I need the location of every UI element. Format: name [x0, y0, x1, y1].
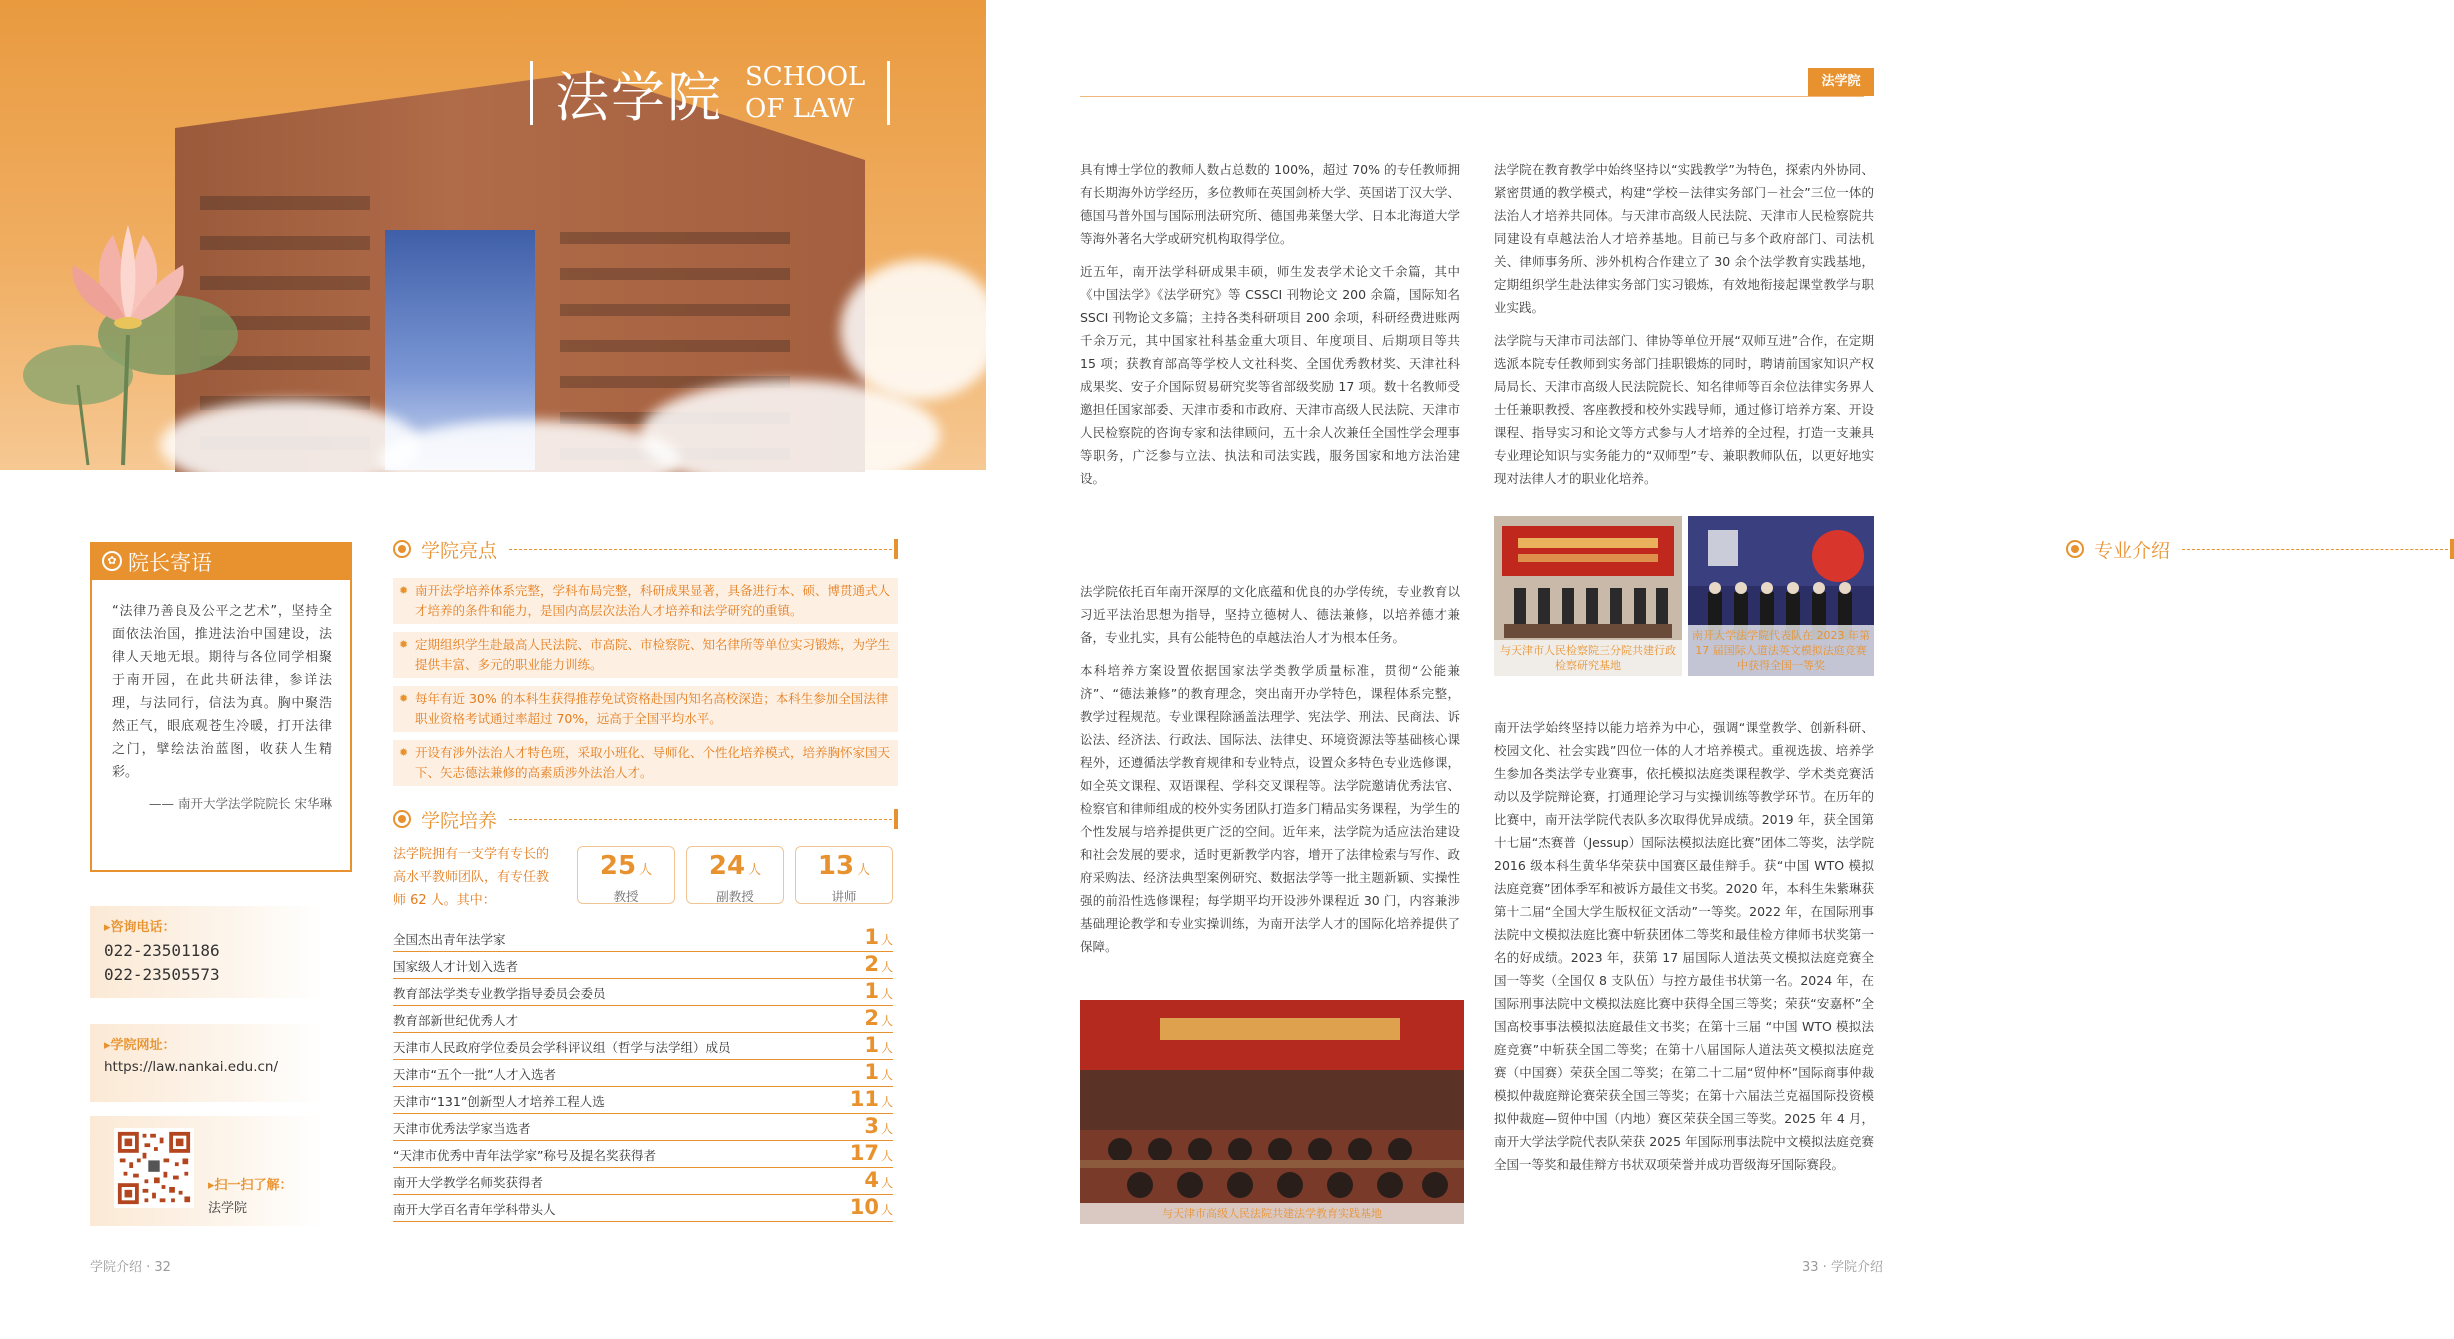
hero-title: [530, 58, 890, 128]
website-link[interactable]: https://law.nankai.edu.cn/: [104, 1059, 279, 1075]
left-page: [0, 0, 986, 1339]
school-name-en-line1: SCHOOL: [745, 62, 866, 92]
photo-image: [1080, 1000, 1464, 1224]
faculty-card-lecturer: [795, 846, 893, 904]
qr-code[interactable]: [114, 1128, 194, 1208]
honor-row: 天津市优秀法学家当选者 3 人: [393, 1114, 893, 1141]
faculty-card-associate: [686, 846, 784, 904]
text-column-1-bottom: [1080, 580, 1460, 968]
highlights-heading: [393, 536, 898, 562]
flower-icon: [393, 540, 411, 558]
honor-row: 天津市“131”创新型人才培养工程人选 11 人: [393, 1087, 893, 1114]
dean-message-box: [90, 542, 352, 872]
header-rule: [1080, 96, 1864, 97]
title-divider: [887, 61, 890, 125]
paragraph: 法学院在教育教学中始终坚持以“实践教学”为特色，探索内外协同、紧密贯通的教学模式，构建“学校－法律实务部门－社会”三位一体的法治人才培养共同体。与天津市高级人民法院、天津市人民检察院共同建设有卓越法治人才培养基地。目前已与多个政府部门、司法机关、律师事务所、涉外机构合作建立了 30 余个法学教育实践基地，定期组织学生赴法律实务部门实习锻炼，有效地衔接起课堂教学与职业实践。: [1494, 162, 1874, 315]
qr-arrow: [208, 1124, 293, 1216]
cloud: [380, 420, 680, 500]
flower-icon: [393, 810, 411, 828]
honor-row: 南开大学百名青年学科带头人 10 人: [393, 1195, 893, 1222]
faculty-rank: 副教授: [716, 889, 754, 904]
photo-procuratorate-base: [1494, 516, 1682, 676]
section-rule: [509, 549, 892, 550]
dean-message-body: [90, 580, 352, 872]
school-name-cn: 法学院: [555, 65, 723, 129]
major-heading: [2066, 536, 2454, 562]
cloud: [840, 260, 1000, 400]
title-divider: [530, 61, 533, 125]
honor-row: 国家级人才计划入选者 2 人: [393, 952, 893, 979]
faculty-rank: 教授: [613, 889, 639, 904]
paragraph: 南开法学始终坚持以能力培养为中心，强调“课堂教学、创新科研、校园文化、社会实践”四位一体的人才培养模式。重视选拔、培养学生参加各类法学专业赛事，依托模拟法庭类课程教学、学术类竞赛活动以及学院辩论赛，打通理论学习与实操训练等教学环节。在历年的比赛中，南开法学院代表队多次取得优异成绩。2019 年，获全国第十七届“杰赛普（Jessup）国际法模拟法庭比赛”团体二等奖，法学院 2016 级本科生黄华华荣获中国赛区最佳辩手。获“中国 WTO 模拟法庭竞赛”团体季军和被诉方最佳文书奖。2020 年，本科生朱紫琳获第十二届“全国大学生版权征文活动”一等奖。2022 年，在国际刑事法院中文模拟法庭比赛中斩获团体二等奖和最佳检方律师书状奖第一名的好成绩。2023 年，获第 17 届国际人道法英文模拟法庭竞赛全国一等奖（全国仅 8 支队伍）与控方最佳书状第一名。2024 年，在国际刑事法院中文模拟法庭比赛中获得全国三等奖；荣获“安嘉杯”全国高校事事法模拟法庭最佳文书奖；在第十三届 “中国 WTO 模拟法庭竞赛”中斩获全国二等奖；在第十八届国际人道法英文模拟法庭竞赛（中国赛）荣获全国二等奖；在第二十二届“贸仲杯”国际商事仲裁模拟仲裁庭辩论赛荣获全国三等奖；在第十六届法兰克福国际投资模拟仲裁庭—贸仲中国（内地）赛区荣获全国三等奖。2025 年 4 月，南开大学法学院代表队荣获 2025 年国际刑事法院中文模拟法庭竞赛全国一等奖和最佳辩方书状双项荣誉并成功晋级海牙国际赛段。: [1494, 720, 1874, 1172]
section-rule: [509, 819, 892, 820]
highlight-item: ✹ 每年有近 30% 的本科生获得推荐免试资格赴国内知名高校深造；本科生参加全国法律职业资格考试通过率超过 70%，远高于全国平均水平。: [393, 686, 898, 732]
lotus-illustration: [18, 215, 238, 465]
section-tag: 法学院: [1808, 68, 1874, 96]
school-name-en: [745, 61, 865, 125]
faculty-rank: 讲师: [831, 889, 857, 904]
faculty-count: 13 人: [817, 851, 871, 881]
honor-row: 教育部法学类专业教学指导委员会委员 1 人: [393, 979, 893, 1006]
section-rule-end: [894, 539, 898, 559]
honors-table: [393, 925, 893, 1222]
highlight-item: ✹ 开设有涉外法治人才特色班，采取小班化、导师化、个性化培养模式，培养胸怀家国天下、矢志德法兼修的高素质涉外法治人才。: [393, 740, 898, 786]
qr-target: 法学院: [208, 1201, 248, 1216]
highlight-item: ✹ 南开法学培养体系完整，学科布局完整，科研成果显著，具备进行本、硕、博贯通式人才培养的条件和能力，是国内高层次法治人才培养和法学研究的重镇。: [393, 578, 898, 624]
text-column-1-top: [1080, 158, 1460, 500]
phone-label: ▸ 咨询电话：: [104, 916, 310, 935]
flower-icon: [2066, 540, 2084, 558]
text-column-2-top: [1494, 158, 1874, 500]
section-title: 学院培养: [421, 809, 498, 832]
paragraph: 近五年，南开法学科研成果丰硕，师生发表学术论文千余篇，其中《中国法学》《法学研究》等 CSSCI 刊物论文 200 余篇，国际知名 SSCI 刊物论文多篇；主持各类科研项目 200 余项，科研经费进账两千余万元，其中国家社科基金重大项目、年度项目、后期项目等共 15 项；获教育部高等学校人文社科奖、全国优秀教材奖、天津社科成果奖、安子介国际贸易研究奖等省部级奖励 17 项。数十名教师受邀担任国家部委、天津市委和市政府、天津市高级人民法院、天津市人民检察院的咨询专家和法律顾问，五十余人次兼任全国性学会理事等职务，广泛参与立法、执法和司法实践，服务国家和地方法治建设。: [1080, 264, 1460, 486]
school-name-en-line2: OF LAW: [745, 94, 855, 124]
page-number-right: 33 · 学院介绍: [1802, 1260, 1883, 1275]
phone-number[interactable]: 022-23505573: [104, 965, 220, 984]
right-page: [986, 0, 2171, 1339]
faculty-count: 24 人: [708, 851, 762, 881]
website-label: ▸ 学院网址：: [104, 1034, 310, 1053]
dean-signature: —— 南开大学法学院院长 宋华琳: [149, 796, 332, 811]
honor-row: 天津市人民政府学位委员会学科评议组（哲学与法学组）成员 1 人: [393, 1033, 893, 1060]
faculty-heading: [393, 806, 898, 832]
honor-row: 教育部新世纪优秀人才 2 人: [393, 1006, 893, 1033]
phone-number[interactable]: 022-23501186: [104, 941, 220, 960]
section-rule-end: [894, 809, 898, 829]
honor-row: 天津市“五个一批”人才入选者 1 人: [393, 1060, 893, 1087]
photo-court-practice-base: [1080, 1000, 1464, 1224]
photo-moot-court-award: [1688, 516, 1874, 676]
section-rule-end: [2450, 539, 2454, 559]
dean-message-title: 院长寄语: [128, 551, 212, 575]
paragraph: 具有博士学位的教师人数占总数的 100%，超过 70% 的专任教师拥有长期海外访学经历，多位教师在英国剑桥大学、英国诺丁汉大学、德国马普外国与国际刑法研究所、德国弗莱堡大学、日本北海道大学等海外著名大学或研究机构取得学位。: [1080, 162, 1460, 246]
honor-row: 全国杰出青年法学家 1 人: [393, 925, 893, 952]
faculty-card-professor: [577, 846, 675, 904]
page-number-left: 学院介绍 · 32: [90, 1260, 171, 1275]
faculty-intro: 法学院拥有一支学有专长的高水平教师团队，有专任教师 62 人。其中：: [393, 847, 550, 908]
honor-row: “天津市优秀中青年法学家”称号及提名奖获得者 17 人: [393, 1141, 893, 1168]
paragraph: 法学院依托百年南开深厚的文化底蕴和优良的办学传统，专业教育以习近平法治思想为指导，坚持立德树人、德法兼修，以培养德才兼备，专业扎实，具有公能特色的卓越法治人才为根本任务。: [1080, 584, 1460, 645]
dean-message-header: [90, 542, 352, 580]
section-rule: [2182, 549, 2448, 550]
text-column-2-bottom: [1494, 716, 1874, 1186]
dean-message-text: “法律乃善良及公平之艺术”，坚持全面依法治国，推进法治中国建设，法律人天地无垠。期待与各位同学相聚于南开园，在此共研法律，参详法理，与法同行，信法为真。胸中聚浩然正气，眼底观苍生冷暖，打开法律之门，擘绘法治蓝图，收获人生精彩。: [112, 604, 332, 780]
photo-caption: 南开大学法学院代表队在 2023 年第 17 届国际人道法英文模拟法庭竞赛中获得全国一等奖: [1688, 625, 1874, 676]
contact-phone-box: [90, 906, 324, 998]
highlight-item: ✹ 定期组织学生赴最高人民法院、市高院、市检察院、知名律所等单位实习锻炼，为学生提供丰富、多元的职业能力训练。: [393, 632, 898, 678]
section-title: 学院亮点: [421, 539, 498, 562]
highlights-list: [393, 578, 898, 794]
section-title: 专业介绍: [2094, 539, 2171, 562]
qr-label: ▸ 扫一扫了解：: [208, 1174, 293, 1193]
hero-banner: [0, 0, 986, 470]
paragraph: 本科培养方案设置依据国家法学类教学质量标准，贯彻“公能兼济”、“德法兼修”的教育理念，突出南开办学特色，课程体系完整，教学过程规范。专业课程除涵盖法理学、宪法学、刑法、民商法、诉讼法、经济法、行政法、国际法、法律史、环境资源法等基础核心课程外，还遵循法学教育规律和专业特点，设置众多特色专业选修课，如全英文课程、双语课程、学科交叉课程等。法学院邀请优秀法官、检察官和律师组成的校外实务团队打造多门精品实务课程，为学生的个性发展与培养提供更广泛的空间。近年来，法学院为适应法治建设和社会发展的要求，适时更新教学内容，增开了法律检索与写作、政府采购法、经济法典型案例研究、数据法学等一批主题新颖、实操性强的前沿性选修课程；每学期平均开设涉外课程近 30 门，内容兼涉基础理论教学和专业实操训练，为南开法学人才的国际化培养提供了保障。: [1080, 663, 1460, 954]
paragraph: 法学院与天津市司法部门、律协等单位开展“双师互进”合作，在定期选派本院专任教师到实务部门挂职锻炼的同时，聘请前国家知识产权局局长、天津市高级人民法院院长、知名律师等百余位法律实务界人士任兼职教授、客座教授和校外实践导师，通过修订培养方案、开设课程、指导实习和论文等方式参与人才培养的全过程，打造一支兼具专业理论知识与实务能力的“双师型”专、兼职教师队伍，以更好地实现对法律人才的职业化培养。: [1494, 333, 1874, 486]
flower-icon: ✿: [102, 551, 122, 571]
photo-caption: 与天津市高级人民法院共建法学教育实践基地: [1080, 1203, 1464, 1224]
contact-website-box: [90, 1024, 324, 1102]
photo-caption: 与天津市人民检察院三分院共建行政检察研究基地: [1494, 640, 1682, 676]
honor-row: 南开大学教学名师奖获得者 4 人: [393, 1168, 893, 1195]
faculty-count: 25 人: [599, 851, 653, 881]
